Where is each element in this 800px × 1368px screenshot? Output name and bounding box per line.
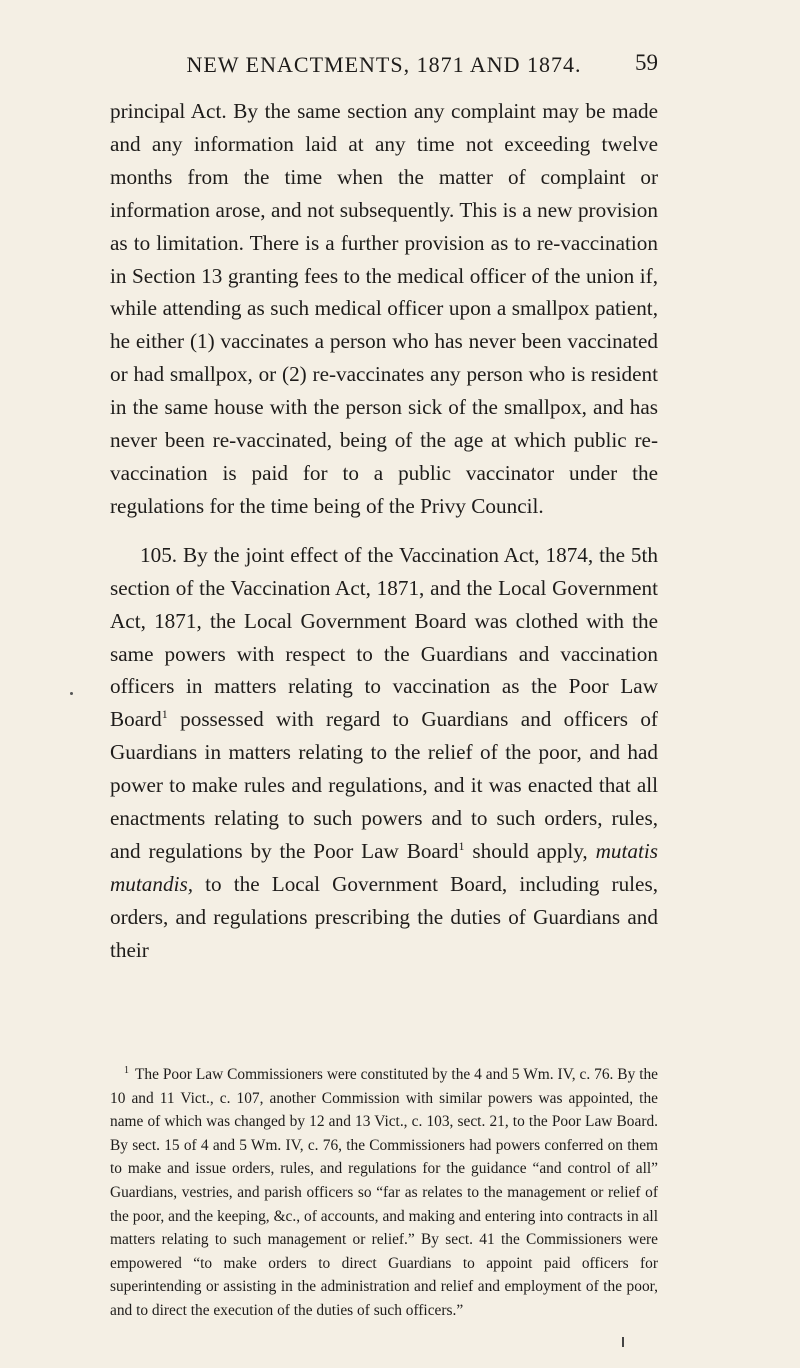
latin-phrase: mutatis mutandis, (110, 838, 658, 896)
paragraph-1: principal Act. By the same section any complaint may be made and any information laid at any time not exceeding twelve months from the time when the matter of complaint or information arose, and not subsequently. This is a new provision as to limitation. There is a further provision as to re-vaccination in Section 13 granting fees to the medical officer of the union if, while attending as such medical officer upon a smallpox patient, he either (1) vaccinates a person who has never been vaccinated or had smallpox, or (2) re-vaccinates any person who is resident in the same house with the person sick of the smallpox, and has never been re-vaccinated, being of the age at which public re-vaccination is paid for to a public vaccinator under the regulations for the time being of the Privy Council. (110, 99, 658, 518)
footnote-text: The Poor Law Commissioners were constituted by the 4 and 5 Wm. IV, c. 76. By the 10 and 11 Vict., c. 107, another Commission with similar powers was appointed, the name of which was changed by 12 and 13 Vict., c. 103, sect. 21, to the Poor Law Board. By sect. 15 of 4 and 5 Wm. IV, c. 76, the Commissioners had powers conferred on them to make and issue orders, rules, and regulations for the guidance “and control of all” Guardians, vestries, and parish officers so “far as relates to the management or relief of the poor, and the keeping, &c., of accounts, and making and entering into contracts in all matters relating to such management or relief.” By sect. 41 the Commissioners were empowered “to make orders to direct Guardians to appoint paid officers for superintending or assisting in the administration and relief and employment of the poor, and to direct the execution of the duties of such officers.” (110, 1066, 658, 1319)
print-speck (70, 692, 73, 695)
footnote-marker: 1 (124, 1064, 129, 1076)
main-text (110, 95, 658, 967)
paragraph-2-text-c: should apply, (464, 838, 596, 863)
footnote-reference: 1 (161, 707, 168, 722)
paragraph-2 (110, 539, 658, 967)
ink-mark (622, 1337, 624, 1347)
page-number: 59 (635, 50, 658, 75)
footnote (110, 1063, 658, 1323)
running-head: NEW ENACTMENTS, 1871 AND 1874. (186, 52, 582, 77)
paragraph-2-text-a: 105. By the joint effect of the Vaccination Act, 1874, the 5th section of the Vaccination Act, 1871, and the Local Government Act, 1871, the Local Government Board was clothed with the same powers with respect to the Guardians and vaccination officers in matters relating to vaccination as the Poor Law Board (110, 542, 658, 732)
page-header (110, 50, 658, 90)
paragraph-2-text-b: possessed with regard to Guardians and officers of Guardians in matters relating to the relief of the poor, and had power to make rules and regulations, and it was enacted that all enactments relating to such powers and to such orders, rules, and regulations by the Poor Law Board (110, 707, 658, 863)
footnote-reference: 1 (458, 838, 465, 853)
footnote-paragraph (110, 1063, 658, 1323)
paragraph-2-text-d: to the Local Government Board, including rules, orders, and regulations prescribing the duties of Guardians and their (110, 871, 658, 962)
